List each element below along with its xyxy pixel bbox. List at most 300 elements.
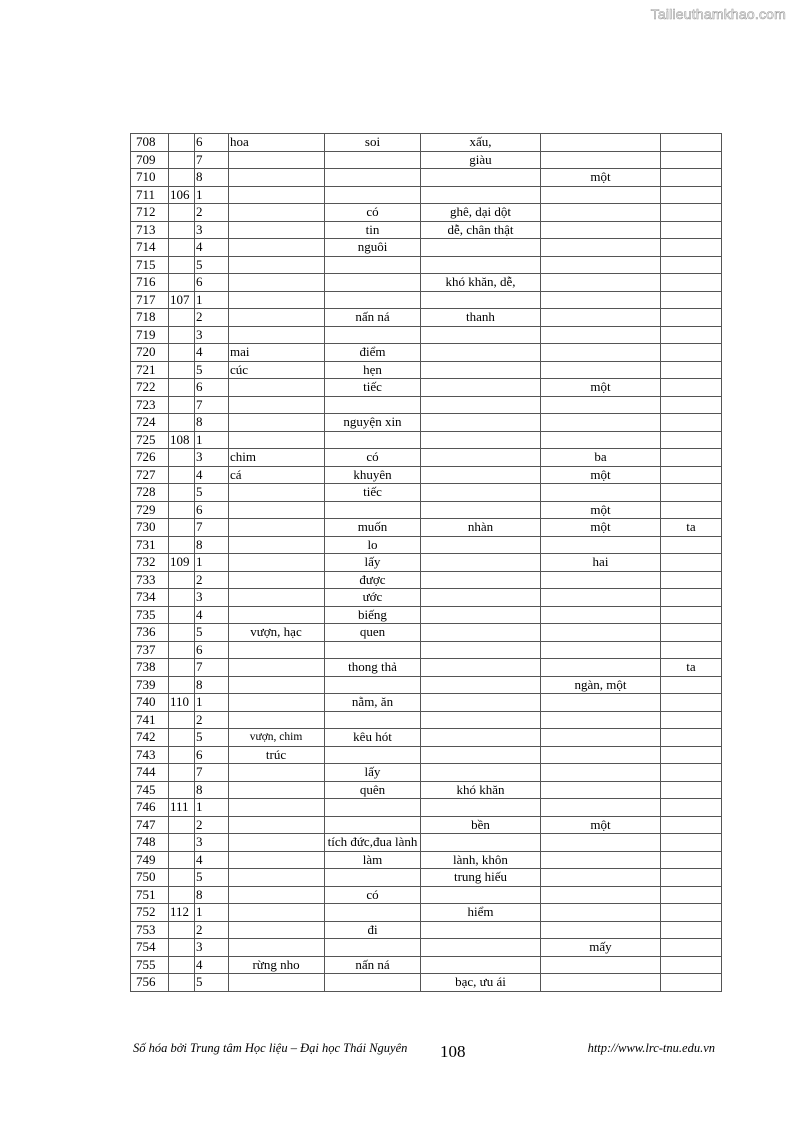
table-cell-col-7 [661,449,722,467]
table-row [131,729,722,747]
table-row [131,816,722,834]
table-cell-col-2: 2 [195,816,229,834]
table-cell-col-2: 5 [195,484,229,502]
table-row [131,239,722,257]
table-cell-col-7 [661,939,722,957]
table-cell-col-2: 6 [195,641,229,659]
table-cell-col-4 [325,326,421,344]
table-cell-col-5 [421,606,541,624]
table-row [131,484,722,502]
table-cell-col-7 [661,256,722,274]
table-cell-col-6 [541,431,661,449]
table-cell-col-2: 3 [195,326,229,344]
table-cell-col-6 [541,974,661,992]
table-cell-col-0: 738 [131,659,169,677]
table-cell-col-5: dễ, chân thật [421,221,541,239]
table-cell-col-6 [541,326,661,344]
table-cell-col-7 [661,694,722,712]
table-cell-col-1 [169,851,195,869]
table-cell-col-0: 740 [131,694,169,712]
table-row [131,134,722,152]
table-cell-col-2: 1 [195,186,229,204]
table-cell-col-3 [229,816,325,834]
table-row [131,466,722,484]
table-cell-col-1 [169,939,195,957]
table-cell-col-5: khó khăn, dễ, [421,274,541,292]
table-cell-col-3: cúc [229,361,325,379]
table-cell-col-3 [229,834,325,852]
table-cell-col-3 [229,921,325,939]
table-cell-col-5 [421,396,541,414]
table-cell-col-7 [661,134,722,152]
table-cell-col-2: 1 [195,904,229,922]
table-cell-col-5 [421,589,541,607]
table-cell-col-0: 720 [131,344,169,362]
table-cell-col-0: 710 [131,169,169,187]
table-cell-col-5: khó khăn [421,781,541,799]
table-cell-col-4: điểm [325,344,421,362]
table-cell-col-6 [541,834,661,852]
table-cell-col-1 [169,816,195,834]
table-cell-col-0: 708 [131,134,169,152]
table-cell-col-6 [541,536,661,554]
table-cell-col-2: 5 [195,869,229,887]
table-cell-col-2: 3 [195,589,229,607]
table-cell-col-0: 716 [131,274,169,292]
table-cell-col-1 [169,974,195,992]
table-row [131,956,722,974]
table-row [131,291,722,309]
table-cell-col-0: 709 [131,151,169,169]
table-cell-col-5 [421,624,541,642]
table-cell-col-1 [169,501,195,519]
table-cell-col-4: lấy [325,554,421,572]
table-cell-col-7 [661,589,722,607]
table-cell-col-5: xấu, [421,134,541,152]
table-cell-col-1 [169,151,195,169]
table-cell-col-1: 111 [169,799,195,817]
table-cell-col-0: 739 [131,676,169,694]
table-cell-col-2: 2 [195,204,229,222]
table-cell-col-5 [421,554,541,572]
table-cell-col-7 [661,746,722,764]
footer-url: http://www.lrc-tnu.edu.vn [587,1041,715,1055]
table-cell-col-6 [541,484,661,502]
table-cell-col-3: vượn, hạc [229,624,325,642]
table-cell-col-1 [169,571,195,589]
table-cell-col-6 [541,396,661,414]
table-row [131,449,722,467]
table-cell-col-0: 747 [131,816,169,834]
table-cell-col-2: 1 [195,694,229,712]
table-cell-col-2: 2 [195,711,229,729]
table-row [131,414,722,432]
table-row [131,169,722,187]
table-cell-col-6 [541,151,661,169]
table-cell-col-6: hai [541,554,661,572]
table-cell-col-6: một [541,466,661,484]
table-row [131,694,722,712]
table-cell-col-4: có [325,204,421,222]
table-cell-col-3 [229,554,325,572]
table-cell-col-5 [421,466,541,484]
table-cell-col-3 [229,659,325,677]
table-cell-col-3: rừng nho [229,956,325,974]
table-cell-col-5 [421,659,541,677]
table-cell-col-1: 108 [169,431,195,449]
table-cell-col-5 [421,291,541,309]
table-cell-col-2: 8 [195,886,229,904]
table-cell-col-7 [661,571,722,589]
footer-credit: Số hóa bởi Trung tâm Học liệu – Đại học Thái Nguyên [133,1041,408,1055]
table-cell-col-4 [325,501,421,519]
table-cell-col-7 [661,169,722,187]
table-cell-col-1 [169,886,195,904]
table-row [131,659,722,677]
table-cell-col-7 [661,729,722,747]
table-row [131,886,722,904]
table-cell-col-1 [169,239,195,257]
table-cell-col-0: 748 [131,834,169,852]
table-cell-col-4: lo [325,536,421,554]
table-cell-col-3 [229,536,325,554]
table-cell-col-5 [421,799,541,817]
table-cell-col-1 [169,309,195,327]
table-cell-col-7 [661,484,722,502]
table-cell-col-7 [661,501,722,519]
table-cell-col-7 [661,309,722,327]
table-cell-col-5: trung hiếu [421,869,541,887]
table-cell-col-5 [421,956,541,974]
table-cell-col-0: 752 [131,904,169,922]
table-row [131,326,722,344]
table-cell-col-6 [541,746,661,764]
table-cell-col-0: 727 [131,466,169,484]
table-cell-col-7 [661,414,722,432]
table-cell-col-3 [229,151,325,169]
table-cell-col-6 [541,956,661,974]
table-cell-col-4: ước [325,589,421,607]
table-cell-col-7 [661,361,722,379]
table-cell-col-6 [541,641,661,659]
table-cell-col-3: chim [229,449,325,467]
table-cell-col-6 [541,799,661,817]
table-cell-col-0: 719 [131,326,169,344]
table-cell-col-4: tích đức,đua lành [325,834,421,852]
table-cell-col-2: 4 [195,956,229,974]
table-cell-col-5 [421,379,541,397]
table-cell-col-2: 2 [195,921,229,939]
table-cell-col-1 [169,869,195,887]
table-cell-col-6: một [541,169,661,187]
table-cell-col-0: 756 [131,974,169,992]
table-cell-col-5 [421,921,541,939]
table-cell-col-7 [661,186,722,204]
table-cell-col-2: 7 [195,151,229,169]
table-cell-col-3 [229,239,325,257]
table-cell-col-5 [421,239,541,257]
table-cell-col-1 [169,536,195,554]
table-cell-col-6 [541,571,661,589]
table-cell-col-4 [325,711,421,729]
table-cell-col-5: hiểm [421,904,541,922]
table-row [131,746,722,764]
table-cell-col-7 [661,781,722,799]
table-cell-col-6 [541,851,661,869]
watermark: Tailieuthamkhao.com [650,6,786,22]
table-cell-col-2: 8 [195,781,229,799]
table-row [131,606,722,624]
table-cell-col-4: tin [325,221,421,239]
table-row [131,431,722,449]
table-cell-col-6 [541,274,661,292]
table-cell-col-7 [661,641,722,659]
table-cell-col-6 [541,904,661,922]
table-row [131,921,722,939]
page-number: 108 [440,1042,466,1061]
table-cell-col-3 [229,799,325,817]
table-cell-col-2: 6 [195,746,229,764]
table-cell-col-5 [421,834,541,852]
table-cell-col-6 [541,414,661,432]
table-row [131,501,722,519]
table-cell-col-0: 753 [131,921,169,939]
table-cell-col-3 [229,309,325,327]
table-cell-col-0: 746 [131,799,169,817]
table-body [131,134,722,992]
table-cell-col-6 [541,781,661,799]
table-cell-col-0: 741 [131,711,169,729]
table-cell-col-1 [169,396,195,414]
table-row [131,274,722,292]
table-cell-col-2: 8 [195,536,229,554]
table-cell-col-6 [541,134,661,152]
table-row [131,396,722,414]
table-cell-col-7 [661,904,722,922]
table-cell-col-4 [325,974,421,992]
table-cell-col-4: soi [325,134,421,152]
table-cell-col-1: 110 [169,694,195,712]
table-cell-col-4 [325,291,421,309]
table-cell-col-6 [541,764,661,782]
table-cell-col-0: 737 [131,641,169,659]
table-cell-col-1 [169,256,195,274]
table-cell-col-5 [421,711,541,729]
table-cell-col-5 [421,361,541,379]
table-cell-col-2: 5 [195,729,229,747]
table-cell-col-1 [169,326,195,344]
table-cell-col-7 [661,869,722,887]
table-cell-col-6 [541,239,661,257]
table-cell-col-3 [229,379,325,397]
table-cell-col-0: 717 [131,291,169,309]
table-cell-col-3 [229,869,325,887]
table-cell-col-0: 721 [131,361,169,379]
table-cell-col-3 [229,204,325,222]
table-cell-col-5 [421,641,541,659]
table-cell-col-5 [421,256,541,274]
table-cell-col-1 [169,729,195,747]
table-cell-col-0: 742 [131,729,169,747]
table-cell-col-2: 1 [195,291,229,309]
table-cell-col-7 [661,221,722,239]
table-cell-col-3 [229,589,325,607]
table-cell-col-6 [541,221,661,239]
table-cell-col-4 [325,169,421,187]
table-cell-col-3 [229,291,325,309]
table-cell-col-7 [661,536,722,554]
table-cell-col-5 [421,694,541,712]
table-cell-col-1 [169,274,195,292]
table-cell-col-7 [661,554,722,572]
table-cell-col-3 [229,676,325,694]
table-cell-col-3 [229,571,325,589]
table-cell-col-1 [169,711,195,729]
table-cell-col-5 [421,449,541,467]
table-cell-col-0: 734 [131,589,169,607]
table-cell-col-6: một [541,501,661,519]
table-cell-col-7 [661,624,722,642]
table-cell-col-1 [169,449,195,467]
table-cell-col-6 [541,344,661,362]
table-cell-col-1 [169,834,195,852]
table-row [131,519,722,537]
table-cell-col-4: kêu hót [325,729,421,747]
table-cell-col-3 [229,939,325,957]
table-cell-col-3: trúc [229,746,325,764]
table-cell-col-5 [421,344,541,362]
table-cell-col-1 [169,589,195,607]
table-cell-col-3 [229,711,325,729]
table-cell-col-1 [169,921,195,939]
table-cell-col-1 [169,414,195,432]
table-cell-col-2: 4 [195,851,229,869]
table-cell-col-0: 743 [131,746,169,764]
table-cell-col-1 [169,484,195,502]
table-cell-col-6 [541,886,661,904]
table-cell-col-6: ngàn, một [541,676,661,694]
table-cell-col-2: 7 [195,396,229,414]
table-row [131,641,722,659]
table-cell-col-0: 725 [131,431,169,449]
table-cell-col-6: một [541,816,661,834]
table-cell-col-4 [325,799,421,817]
table-cell-col-2: 6 [195,501,229,519]
table-cell-col-7 [661,921,722,939]
table-cell-col-4 [325,641,421,659]
table-row [131,764,722,782]
table-cell-col-5: ghê, dại dột [421,204,541,222]
table-cell-col-7 [661,851,722,869]
table-cell-col-2: 4 [195,239,229,257]
table-cell-col-1: 106 [169,186,195,204]
table-cell-col-7 [661,379,722,397]
table-cell-col-2: 7 [195,659,229,677]
table-row [131,256,722,274]
table-cell-col-5 [421,326,541,344]
table-cell-col-2: 1 [195,799,229,817]
table-cell-col-0: 755 [131,956,169,974]
table-cell-col-4: nguôi [325,239,421,257]
table-cell-col-3 [229,519,325,537]
table-cell-col-2: 3 [195,834,229,852]
table-row [131,309,722,327]
table-cell-col-7 [661,816,722,834]
table-cell-col-4 [325,746,421,764]
table-cell-col-3 [229,484,325,502]
table-cell-col-3: hoa [229,134,325,152]
table-cell-col-4 [325,431,421,449]
table-cell-col-5 [421,729,541,747]
table-cell-col-5: bạc, ưu ái [421,974,541,992]
table-cell-col-2: 5 [195,624,229,642]
table-cell-col-6: mấy [541,939,661,957]
table-cell-col-4 [325,676,421,694]
table-cell-col-2: 5 [195,974,229,992]
table-cell-col-4: quen [325,624,421,642]
table-cell-col-3 [229,274,325,292]
table-cell-col-5 [421,186,541,204]
table-cell-col-5 [421,484,541,502]
table-cell-col-1 [169,361,195,379]
table-cell-col-6 [541,589,661,607]
table-row [131,589,722,607]
table-row [131,711,722,729]
table-cell-col-3 [229,431,325,449]
table-cell-col-6 [541,606,661,624]
table-cell-col-2: 4 [195,466,229,484]
table-cell-col-4: nguyện xin [325,414,421,432]
table-cell-col-5: bền [421,816,541,834]
table-cell-col-0: 745 [131,781,169,799]
table-cell-col-7 [661,956,722,974]
table-cell-col-0: 724 [131,414,169,432]
table-row [131,799,722,817]
table-cell-col-1: 107 [169,291,195,309]
table-cell-col-2: 4 [195,344,229,362]
table-cell-col-7: ta [661,519,722,537]
table-cell-col-4: làm [325,851,421,869]
table-cell-col-4 [325,939,421,957]
table-cell-col-3 [229,886,325,904]
table-cell-col-1: 112 [169,904,195,922]
table-cell-col-3 [229,974,325,992]
table-cell-col-2: 2 [195,309,229,327]
table-cell-col-0: 715 [131,256,169,274]
table-cell-col-5 [421,939,541,957]
table-row [131,851,722,869]
table-cell-col-1 [169,204,195,222]
table-cell-col-1 [169,624,195,642]
table-cell-col-7 [661,974,722,992]
table-cell-col-0: 723 [131,396,169,414]
table-cell-col-7 [661,291,722,309]
table-row [131,204,722,222]
table-cell-col-7 [661,204,722,222]
table-cell-col-4: lấy [325,764,421,782]
table-cell-col-3 [229,904,325,922]
table-cell-col-7: ta [661,659,722,677]
table-cell-col-4: có [325,449,421,467]
table-cell-col-3: mai [229,344,325,362]
table-cell-col-7 [661,431,722,449]
table-cell-col-4: thong thả [325,659,421,677]
table-cell-col-4: quên [325,781,421,799]
table-cell-col-2: 8 [195,169,229,187]
table-cell-col-4 [325,396,421,414]
table-cell-col-5 [421,764,541,782]
table-cell-col-2: 8 [195,414,229,432]
